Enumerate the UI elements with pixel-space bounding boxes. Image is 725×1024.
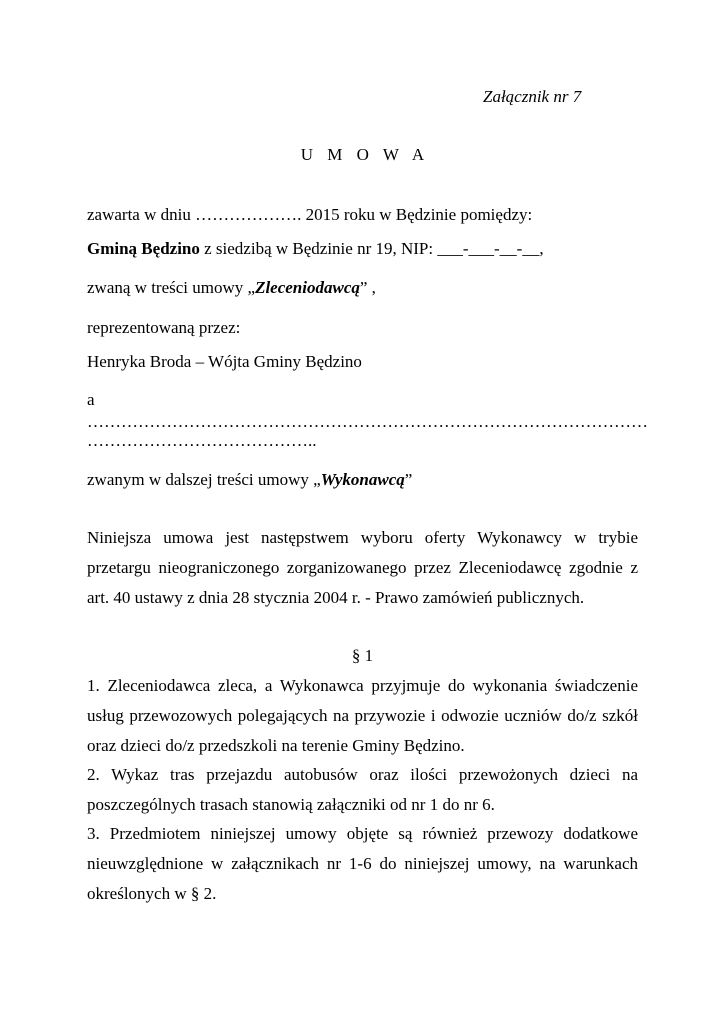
called2-role: Wykonawcą bbox=[320, 470, 405, 489]
section1-heading: § 1 bbox=[351, 646, 374, 665]
called-prefix: zwaną w treści umowy „ bbox=[87, 278, 256, 297]
item3-line-2: nieuwzględnione w załącznikach nr 1-6 do niniejszej umowy, na warunkach bbox=[87, 854, 638, 873]
called-line bbox=[87, 277, 376, 299]
item3-number: 3. bbox=[87, 824, 100, 843]
item3-line-1 bbox=[87, 823, 638, 845]
preamble-line-2: przetargu nieograniczonego zorganizowanego przez Zleceniodawcę zgodnie z bbox=[87, 558, 638, 577]
party1-details: z siedzibą w Będzinie nr 19, NIP: ___-___-__-__, bbox=[199, 239, 544, 258]
document-title: U M O W A bbox=[300, 145, 430, 164]
preamble-line-3: art. 40 ustawy z dnia 28 stycznia 2004 r. - Prawo zamówień publicznych. bbox=[87, 588, 585, 607]
item2-number: 2. bbox=[87, 765, 100, 784]
dots-line-2: ………………………………….. bbox=[87, 431, 317, 450]
called2-line bbox=[87, 469, 412, 491]
represented-by-line: reprezentowaną przez: bbox=[87, 318, 241, 337]
annex-label: Załącznik nr 7 bbox=[483, 87, 582, 106]
item1-line-1 bbox=[87, 675, 638, 697]
item3-line-3: określonych w § 2. bbox=[87, 884, 217, 903]
called-role: Zleceniodawcą bbox=[255, 278, 360, 297]
representative-line: Henryka Broda – Wójta Gminy Będzino bbox=[87, 352, 362, 371]
item2-line-2: poszczególnych trasach stanowią załączniki od nr 1 do nr 6. bbox=[87, 795, 495, 814]
item1-line-3: oraz dzieci do/z przedszkoli na terenie Gminy Będzino. bbox=[87, 736, 465, 755]
item1-line-2: usług przewozowych polegających na przywozie i odwozie uczniów do/z szkół bbox=[87, 706, 638, 725]
dots-line-1: ……………………………………………………………………………………… bbox=[87, 412, 648, 431]
item1-text-1: Zleceniodawca zleca, a Wykonawca przyjmuje do wykonania świadczenie bbox=[107, 676, 638, 695]
called2-suffix: ” bbox=[404, 470, 413, 489]
party1-name: Gminą Będzino bbox=[87, 239, 200, 258]
item3-text-1: Przedmiotem niniejszej umowy objęte są również przewozy dodatkowe bbox=[109, 824, 639, 843]
preamble-line-1: Niniejsza umowa jest następstwem wyboru oferty Wykonawcy w trybie bbox=[87, 528, 638, 547]
item2-line-1 bbox=[87, 764, 638, 786]
party1-line bbox=[87, 238, 544, 260]
called2-prefix: zwanym w dalszej treści umowy „ bbox=[87, 470, 321, 489]
intro-line: zawarta w dniu ………………. 2015 roku w Będzinie pomiędzy: bbox=[87, 205, 533, 224]
and-line: a bbox=[87, 390, 95, 409]
item2-text-1: Wykaz tras przejazdu autobusów oraz ilości przewożonych dzieci na bbox=[111, 765, 638, 784]
item1-number: 1. bbox=[87, 676, 100, 695]
called-suffix: ” , bbox=[359, 278, 376, 297]
